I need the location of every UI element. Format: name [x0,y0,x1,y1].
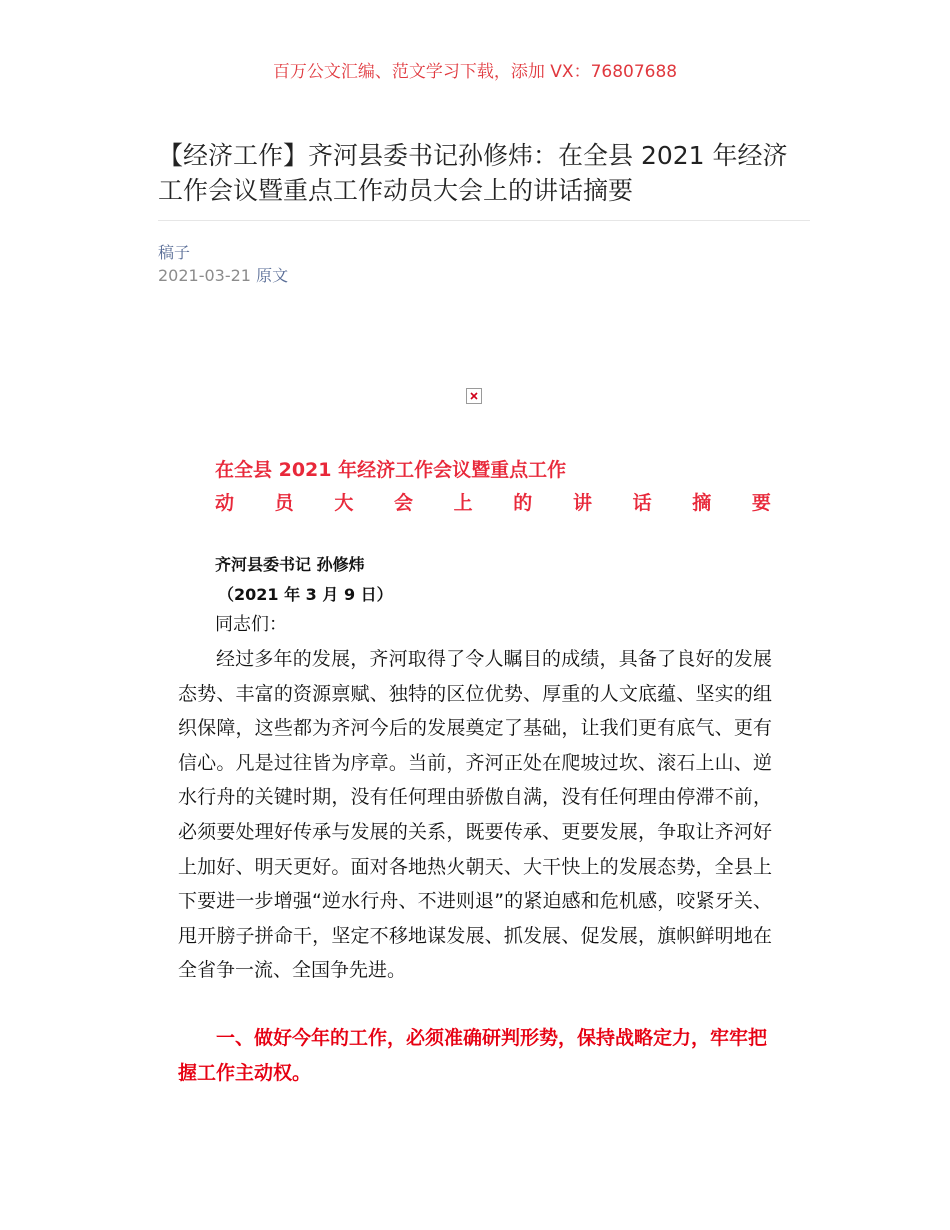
original-link[interactable]: 原文 [256,266,289,285]
doc-heading-char: 动 [215,492,235,514]
doc-heading-char: 员 [274,492,294,514]
speaker-line: 齐河县委书记 孙修炜 [215,555,365,574]
doc-heading-char: 的 [513,492,533,514]
doc-heading-char: 讲 [572,492,592,514]
section-heading: 一、做好今年的工作，必须准确研判形势，保持战略定力，牢牢把握工作主动权。 [178,1027,768,1084]
doc-heading-line-2 [215,488,771,515]
salutation: 同志们： [215,614,287,635]
doc-heading-char: 上 [453,492,473,514]
promo-banner: 百万公文汇编、范文学习下载，添加 VX：76807688 [272,62,678,82]
doc-heading-char: 摘 [692,492,712,514]
title-divider [158,220,810,221]
article-date: 2021-03-21 [158,266,251,285]
broken-image-icon [466,388,482,404]
body-paragraph: 经过多年的发展，齐河取得了令人瞩目的成绩，具备了良好的发展态势、丰富的资源禀赋、独特的区位优势、厚重的人文底蕴、坚实的组织保障，这些都为齐河今后的发展奠定了基础，让我们更有底气、更有信心。凡是过往皆为序章。当前，齐河正处在爬坡过坎、滚石上山、逆水行舟的关键时期，没有任何理由骄傲自满，没有任何理由停滞不前，必须要处理好传承与发展的关系，既要传承、更要发展，争取让齐河好上加好、明天更好。面对各地热火朝天、大干快上的发展态势，全县上下要进一步增强“逆水行舟、不进则退”的紧迫感和危机感，咬紧牙关、甩开膀子拼命干，坚定不移地谋发展、抓发展、促发展，旗帜鲜明地在全省争一流、全国争先进。 [178,648,772,982]
article-meta [158,263,288,286]
article-author[interactable]: 稿子 [158,243,191,262]
speech-date: （2021 年 3 月 9 日） [218,585,393,604]
doc-heading-char: 会 [393,492,413,514]
doc-heading-char: 大 [334,492,354,514]
doc-heading-char: 话 [632,492,652,514]
doc-heading-char: 要 [751,492,771,514]
doc-heading-line-1: 在全县 2021 年经济工作会议暨重点工作 [215,459,567,481]
article-title: 【经济工作】齐河县委书记孙修炜：在全县 2021 年经济工作会议暨重点工作动员大会上的讲话摘要 [158,141,788,205]
